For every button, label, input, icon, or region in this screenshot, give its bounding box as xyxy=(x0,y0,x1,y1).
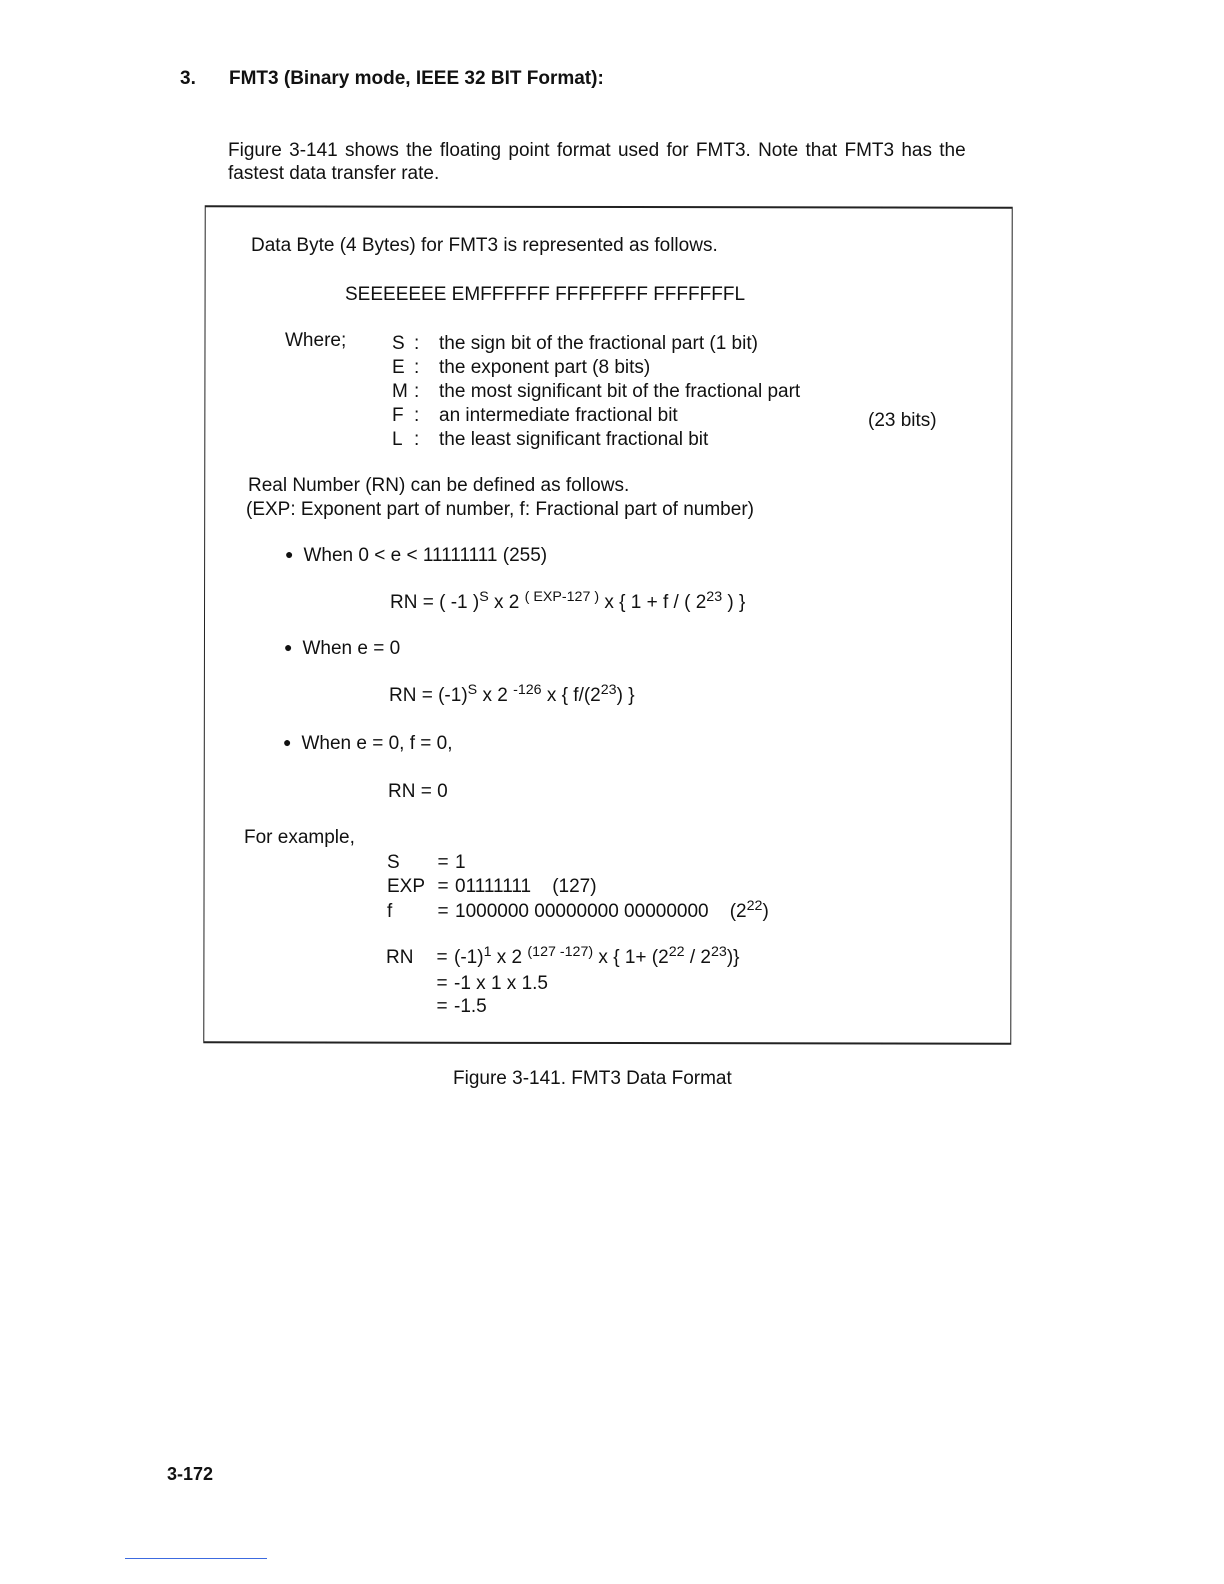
case-label: When e = 0 xyxy=(302,638,401,659)
footer-rule xyxy=(125,1558,267,1559)
equals-sign: = xyxy=(436,996,448,1017)
equals-sign: = xyxy=(437,901,449,922)
formula-sup: 1 xyxy=(483,943,492,960)
example-value: 1 xyxy=(455,852,466,873)
formula-sup: 22 xyxy=(668,943,685,960)
def-symbol: L xyxy=(392,429,403,450)
formula-sup: ( EXP-127 ) xyxy=(524,588,600,605)
example-f-row xyxy=(387,897,769,923)
equals-sign: = xyxy=(437,852,449,873)
rn-line-1: Real Number (RN) can be defined as follows. xyxy=(248,475,630,496)
def-row-s: S : the sign bit of the fractional part (1 bit) xyxy=(392,333,758,354)
example-exp-row xyxy=(387,876,597,898)
formula-sup: 23 xyxy=(710,943,727,960)
formula-text: x { f/(2 xyxy=(541,685,601,706)
formula-sup: 22 xyxy=(746,897,763,914)
example-rn-row-3 xyxy=(430,996,487,1018)
example-label-s: S xyxy=(387,852,400,873)
def-row-l: L : the least significant fractional bit xyxy=(392,429,709,450)
section-title: FMT3 (Binary mode, IEEE 32 BIT Format): xyxy=(229,68,604,89)
bit-pattern: SEEEEEEE EMFFFFFF FFFFFFFF FFFFFFFL xyxy=(345,284,746,305)
def-symbol: E xyxy=(392,357,405,378)
def-row-m: M : the most significant bit of the fractional part xyxy=(392,381,801,402)
def-symbol: F xyxy=(392,405,404,426)
formula-sup: 23 xyxy=(706,588,723,605)
def-row-e: E : the exponent part (8 bits) xyxy=(392,357,651,378)
formula-text: ) } xyxy=(722,592,746,613)
def-desc: the sign bit of the fractional part (1 bit) xyxy=(439,333,758,354)
equals-sign: = xyxy=(436,973,448,994)
equals-sign: = xyxy=(436,947,448,968)
formula-text: (-1) xyxy=(454,947,484,968)
def-row-f: F : an intermediate fractional bit xyxy=(392,405,678,426)
formula-1 xyxy=(390,588,746,614)
formula-sup: S xyxy=(479,588,489,605)
case-1 xyxy=(285,545,547,567)
formula-text: x 2 xyxy=(491,947,528,968)
example-rn-row-2 xyxy=(430,973,548,995)
example-label-rn: RN xyxy=(386,947,414,968)
case-label: When 0 < e < 11111111 (255) xyxy=(303,545,548,566)
def-desc: the exponent part (8 bits) xyxy=(439,357,651,378)
where-label: Where; xyxy=(285,330,347,351)
case-2 xyxy=(284,638,400,660)
example-value: 01111111 (127) xyxy=(455,876,597,897)
formula-text: x { 1+ (2 xyxy=(593,947,669,968)
def-desc: an intermediate fractional bit xyxy=(439,405,678,426)
example-label-exp: EXP xyxy=(387,876,426,897)
bullet-icon: ● xyxy=(283,734,292,750)
formula-3: RN = 0 xyxy=(388,781,448,802)
intro-line-2: fastest data transfer rate. xyxy=(228,163,440,184)
bullet-icon: ● xyxy=(285,546,294,562)
section-number: 3. xyxy=(180,68,196,89)
bullet-icon: ● xyxy=(284,639,293,655)
def-desc: the least significant fractional bit xyxy=(439,429,709,450)
case-label: When e = 0, f = 0, xyxy=(301,733,453,754)
example-rn-row-1 xyxy=(386,943,740,969)
formula-text: / 2 xyxy=(684,947,711,968)
example-value: -1 x 1 x 1.5 xyxy=(454,973,548,994)
rn-line-2: (EXP: Exponent part of number, f: Fractional part of number) xyxy=(246,499,754,520)
formula-2 xyxy=(389,681,635,707)
page-number: 3-172 xyxy=(167,1464,214,1484)
formula-sup: 23 xyxy=(600,681,617,698)
formula-text: RN = ( -1 ) xyxy=(390,592,480,613)
intro-line-1: Figure 3-141 shows the floating point format used for FMT3. Note that FMT3 has the xyxy=(228,140,966,161)
def-desc: the most significant bit of the fractional part xyxy=(439,381,801,402)
example-value: 1000000 00000000 00000000 (2 xyxy=(455,901,747,922)
data-byte-line: Data Byte (4 Bytes) for FMT3 is represented as follows. xyxy=(251,235,718,256)
formula-sup: (127 -127) xyxy=(527,943,594,960)
formula-text: x 2 xyxy=(488,592,525,613)
example-s-row xyxy=(387,852,466,874)
formula-text: )} xyxy=(726,947,740,968)
formula-text: RN = (-1) xyxy=(389,685,468,706)
formula-sup: -126 xyxy=(513,681,542,698)
formula-text: x { 1 + f / ( 2 xyxy=(599,592,707,613)
formula-text: x 2 xyxy=(477,685,514,706)
example-value: ) xyxy=(762,901,769,922)
equals-sign: = xyxy=(437,876,449,897)
def-symbol: M xyxy=(392,381,408,402)
formula-text: ) } xyxy=(616,685,635,706)
figure-caption: Figure 3-141. FMT3 Data Format xyxy=(453,1068,732,1089)
example-label-f: f xyxy=(387,901,393,922)
example-value: -1.5 xyxy=(454,996,487,1017)
bits-note: (23 bits) xyxy=(868,410,937,431)
formula-sup: S xyxy=(467,681,478,698)
def-symbol: S xyxy=(392,333,405,354)
case-3 xyxy=(283,733,453,755)
example-label: For example, xyxy=(244,827,355,848)
